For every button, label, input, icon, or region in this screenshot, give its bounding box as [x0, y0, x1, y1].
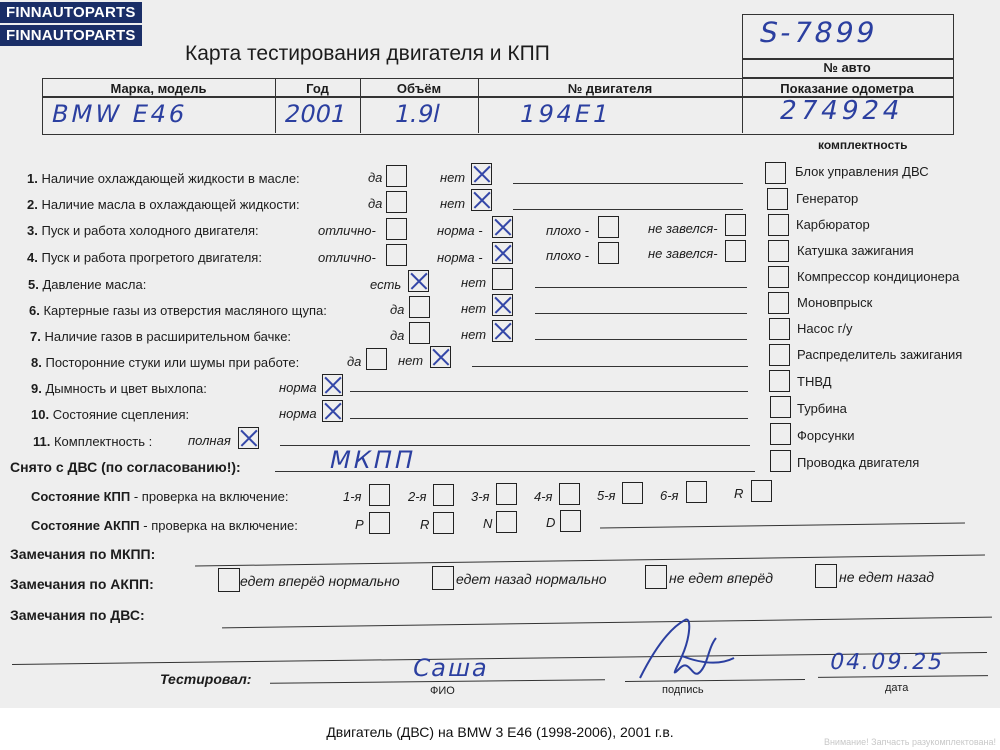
kit-checkbox[interactable]	[770, 423, 791, 445]
akpp-gear-checkbox[interactable]	[560, 510, 581, 532]
akpp-remark-checkbox[interactable]	[645, 565, 667, 589]
checkbox-no-checked[interactable]	[492, 320, 513, 342]
akpp-gear-checkbox[interactable]	[369, 512, 390, 534]
remarks-dvs-label: Замечания по ДВС:	[10, 607, 145, 623]
auto-no-label: № авто	[823, 60, 871, 75]
opt-yes: да	[368, 170, 383, 185]
gear-label: 3-я	[471, 489, 490, 504]
check-text: Картерные газы из отверстия масляного щупа:	[43, 303, 327, 318]
opt-normal: норма -	[437, 250, 483, 265]
akpp-title: Состояние АКПП	[31, 518, 140, 533]
gear-label: R	[734, 486, 744, 501]
kit-checkbox[interactable]	[770, 450, 791, 472]
kit-item: Моновпрыск	[797, 295, 873, 310]
kpp-suffix: - проверка на включение:	[130, 489, 289, 504]
opt-no: нет	[461, 301, 487, 316]
gear-checkbox[interactable]	[622, 482, 643, 504]
opt-no: нет	[440, 196, 466, 211]
check-label-1	[27, 171, 300, 186]
checkbox-no-start[interactable]	[725, 240, 746, 262]
opt-normal: норма -	[437, 223, 483, 238]
gear-checkbox[interactable]	[751, 480, 772, 502]
col-volume: Объём	[396, 81, 442, 96]
check-label-7	[30, 329, 291, 344]
tester-name: Саша	[410, 654, 493, 682]
gear-label: 4-я	[534, 489, 553, 504]
check-num: 9.	[31, 381, 42, 396]
check-num: 8.	[31, 355, 42, 370]
kit-item: Распределитель зажигания	[797, 347, 963, 362]
akpp-gear-label: D	[546, 515, 556, 530]
gear-checkbox[interactable]	[369, 484, 390, 506]
kit-checkbox[interactable]	[768, 240, 789, 262]
col-year: Год	[306, 81, 329, 96]
check-text: Дымность и цвет выхлопа:	[45, 381, 207, 396]
akpp-gear-label: R	[420, 517, 430, 532]
removed-label: Снято с ДВС (по согласованию!):	[10, 459, 241, 475]
year-value: 2001	[282, 100, 350, 128]
gear-checkbox[interactable]	[496, 483, 517, 505]
kit-checkbox[interactable]	[768, 214, 789, 236]
removed-value: МКПП	[327, 446, 419, 474]
remarks-mkpp-line	[195, 554, 985, 566]
remarks-akpp-label: Замечания по АКПП:	[10, 576, 154, 592]
akpp-line	[600, 522, 965, 528]
volume-value: 1.9l	[392, 100, 443, 128]
check-label-9	[31, 381, 207, 396]
check-text: Пуск и работа холодного двигателя:	[41, 223, 259, 238]
akpp-label	[31, 518, 298, 533]
checkbox-yes[interactable]	[409, 322, 430, 344]
checkbox-yes[interactable]	[366, 348, 387, 370]
kit-item: Карбюратор	[796, 217, 870, 232]
check-num: 2.	[27, 197, 38, 212]
kit-item: Блок управления ДВС	[795, 164, 929, 179]
auto-no-value: S-7899	[756, 16, 881, 49]
check-label-4	[27, 250, 262, 265]
kit-checkbox[interactable]	[770, 396, 791, 418]
check-label-6	[29, 303, 327, 318]
date-line	[818, 675, 988, 678]
date-value: 04.09.25	[827, 650, 947, 675]
kit-item: Турбина	[797, 401, 847, 416]
checkbox-yes-checked[interactable]	[408, 270, 429, 292]
checkbox-no-checked[interactable]	[471, 163, 492, 185]
opt-yes: есть	[370, 277, 402, 292]
check-label-10	[31, 407, 189, 422]
gear-label: 2-я	[408, 489, 427, 504]
check-text: Наличие газов в расширительном бачке:	[44, 329, 292, 344]
check-label-8	[31, 355, 299, 370]
akpp-remark-checkbox[interactable]	[432, 566, 454, 590]
kit-item: Форсунки	[797, 428, 855, 443]
opt-no-start: не завелся-	[648, 246, 718, 261]
opt-normal: норма	[279, 406, 317, 421]
sign-label: подпись	[662, 684, 704, 696]
kit-item: ТНВД	[797, 374, 832, 389]
checkbox-normal-checked[interactable]	[322, 374, 343, 396]
checkbox-bad[interactable]	[598, 242, 619, 264]
odometer-value: 274924	[776, 96, 907, 126]
notes-line	[535, 339, 747, 340]
checkbox-full-checked[interactable]	[238, 427, 259, 449]
akpp-gear-label: P	[355, 517, 364, 532]
notes-line	[472, 366, 748, 367]
brand-watermark-2: FINNAUTOPARTS	[0, 25, 142, 46]
checkbox-excellent[interactable]	[386, 244, 407, 266]
check-num: 6.	[29, 303, 40, 318]
check-num: 3.	[27, 223, 38, 238]
akpp-gear-checkbox[interactable]	[433, 512, 454, 534]
opt-yes: да	[390, 302, 405, 317]
checkbox-normal-checked[interactable]	[492, 242, 513, 264]
kpp-title: Состояние КПП	[31, 489, 131, 504]
kit-item: Генератор	[796, 191, 859, 206]
checkbox-no-start[interactable]	[725, 214, 746, 236]
checkbox-bad[interactable]	[598, 216, 619, 238]
checkbox-normal-checked[interactable]	[322, 400, 343, 422]
remarks-mkpp-label: Замечания по МКПП:	[10, 546, 156, 562]
kit-title: комплектность	[818, 138, 908, 152]
check-label-3	[27, 223, 259, 238]
checkbox-yes[interactable]	[386, 191, 407, 213]
check-label-2	[27, 197, 300, 212]
brand-watermark-1: FINNAUTOPARTS	[0, 2, 142, 23]
notes-line	[513, 183, 743, 184]
notes-line	[350, 391, 748, 392]
notes-line	[535, 287, 747, 288]
kit-checkbox[interactable]	[765, 162, 786, 184]
opt-excellent: отлично-	[318, 250, 376, 265]
opt-full: полная	[188, 433, 231, 448]
caption: Двигатель (ДВС) на BMW 3 E46 (1998-2006), 2001 г.в.	[0, 708, 1000, 750]
kit-item: Насос г/у	[797, 321, 853, 336]
engine-value: 194E1	[517, 100, 615, 128]
opt-normal: норма	[279, 380, 317, 395]
checkbox-yes[interactable]	[409, 296, 430, 318]
notes-line	[535, 313, 747, 314]
check-text: Пуск и работа прогретого двигателя:	[41, 250, 262, 265]
checkbox-normal-checked[interactable]	[492, 216, 513, 238]
opt-yes: да	[347, 354, 362, 369]
akpp-remark-option: едет назад нормально	[456, 571, 607, 587]
checkbox-no-checked[interactable]	[430, 346, 451, 368]
check-num: 10.	[31, 407, 50, 422]
check-text: Посторонние стуки или шумы при работе:	[45, 355, 300, 370]
col-engine: № двигателя	[567, 81, 653, 96]
opt-bad: плохо -	[546, 248, 589, 263]
opt-bad: плохо -	[546, 223, 589, 238]
checkbox-no[interactable]	[492, 268, 513, 290]
notes-line	[350, 418, 748, 419]
check-num: 4.	[27, 250, 38, 265]
col-odometer: Показание одометра	[780, 81, 914, 96]
notes-line	[513, 209, 743, 210]
opt-no: нет	[461, 327, 487, 342]
akpp-remark-checkbox[interactable]	[815, 564, 837, 588]
kit-item: Компрессор кондиционера	[797, 269, 960, 284]
opt-yes: да	[368, 196, 383, 211]
kit-checkbox[interactable]	[769, 370, 790, 392]
gear-checkbox[interactable]	[433, 484, 454, 506]
akpp-remark-option: не едет вперёд	[669, 570, 774, 586]
card-title: Карта тестирования двигателя и КПП	[185, 42, 550, 65]
opt-no: нет	[398, 353, 424, 368]
kpp-label	[31, 489, 288, 504]
gear-checkbox[interactable]	[559, 483, 580, 505]
check-text: Наличие охлаждающей жидкости в масле:	[41, 171, 300, 186]
akpp-gear-checkbox[interactable]	[496, 511, 517, 533]
kit-checkbox[interactable]	[767, 188, 788, 210]
tested-label: Тестировал:	[160, 671, 252, 687]
akpp-gear-label: N	[483, 516, 493, 531]
check-num: 7.	[30, 329, 41, 344]
kit-checkbox[interactable]	[768, 266, 789, 288]
akpp-suffix: - проверка на включение:	[139, 518, 298, 533]
fio-label: ФИО	[430, 685, 455, 697]
akpp-remark-checkbox[interactable]	[218, 568, 240, 592]
checkbox-yes[interactable]	[386, 165, 407, 187]
opt-no: нет	[440, 170, 466, 185]
check-label-11	[33, 434, 152, 449]
date-label: дата	[885, 682, 909, 694]
gear-label: 6-я	[660, 488, 679, 503]
opt-no: нет	[461, 275, 487, 290]
check-num: 1.	[27, 171, 38, 186]
checkbox-excellent[interactable]	[386, 218, 407, 240]
kit-checkbox[interactable]	[769, 344, 790, 366]
check-label-5	[28, 277, 146, 292]
kit-item: Проводка двигателя	[797, 455, 920, 470]
opt-no-start: не завелся-	[648, 221, 718, 236]
watermark: Внимание! Запчасть разукомплектована!	[823, 737, 996, 747]
check-num: 5.	[28, 277, 39, 292]
make-value: BMW E46	[49, 100, 191, 128]
check-num: 11.	[33, 434, 51, 449]
check-text: Наличие масла в охлаждающей жидкости:	[41, 197, 300, 212]
akpp-remark-option: не едет назад	[839, 569, 934, 585]
removed-line	[275, 471, 755, 472]
opt-excellent: отлично-	[318, 223, 376, 238]
kit-item: Катушка зажигания	[797, 243, 914, 258]
checkbox-no-checked[interactable]	[492, 294, 513, 316]
col-make: Марка, модель	[110, 81, 207, 96]
opt-yes: да	[390, 328, 405, 343]
akpp-remark-option: едет вперёд нормально	[240, 573, 400, 589]
gear-checkbox[interactable]	[686, 481, 707, 503]
check-text: Комплектность :	[53, 434, 153, 449]
gear-label: 1-я	[343, 489, 362, 504]
kit-checkbox[interactable]	[769, 318, 790, 340]
check-text: Давление масла:	[42, 277, 147, 292]
remarks-dvs-line-1	[222, 617, 992, 629]
gear-label: 5-я	[597, 488, 616, 503]
checkbox-no-checked[interactable]	[471, 189, 492, 211]
kit-checkbox[interactable]	[768, 292, 789, 314]
check-text: Состояние сцепления:	[52, 407, 190, 422]
